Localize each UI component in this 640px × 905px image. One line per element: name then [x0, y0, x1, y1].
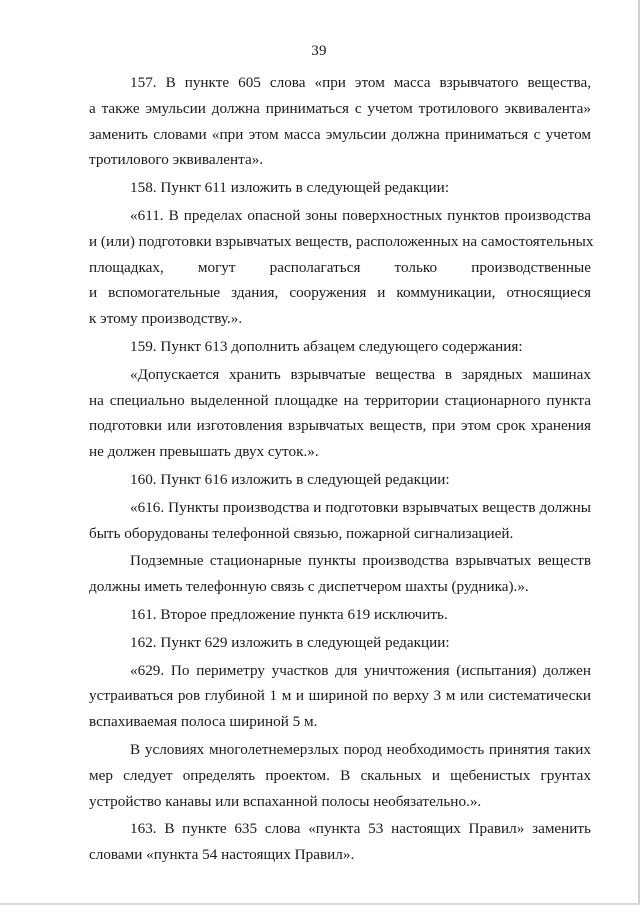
paragraph-p158: [89, 175, 591, 201]
paragraph-p162q2: [89, 737, 591, 814]
text-line: заменить словами «при этом масса эмульсии должна приниматься с учетом: [89, 125, 591, 143]
paragraph-p162q: [89, 658, 591, 735]
page-number: 39: [311, 43, 327, 59]
text-line: 162. Пункт 629 изложить в следующей редакции:: [130, 633, 450, 651]
text-line: 160. Пункт 616 изложить в следующей редакции:: [130, 470, 450, 488]
text-line: на специально выделенной площадке на территории стационарного пункта: [89, 391, 591, 409]
text-line: не должен превышать двух суток.».: [89, 443, 319, 461]
paragraph-p160: [89, 467, 591, 493]
text-line: «616. Пункты производства и подготовки взрывчатых веществ должны: [130, 498, 591, 516]
paragraph-p163: [89, 816, 591, 868]
text-line: к этому производству.».: [89, 310, 243, 328]
paragraph-p157: [89, 70, 591, 173]
paragraph-p159q: [89, 362, 591, 465]
text-line: устраиваться ров глубиной 1 м и шириной по верху 3 м или систематически: [89, 687, 591, 705]
text-line: подготовки или изготовления взрывчатых веществ, при этом срок хранения: [89, 417, 591, 435]
text-line: «611. В пределах опасной зоны поверхностных пунктов производства: [130, 206, 591, 224]
text-line: и вспомогательные здания, сооружения и коммуникации, относящиеся: [89, 284, 591, 302]
paragraph-p162: [89, 630, 591, 656]
text-line: 158. Пункт 611 изложить в следующей редакции:: [130, 179, 450, 197]
text-line: а также эмульсии должна приниматься с учетом тротилового эквивалента»: [89, 99, 591, 117]
paragraph-p160q2: [89, 548, 591, 600]
text-line: и (или) подготовки взрывчатых веществ, расположенных на самостоятельных: [89, 232, 594, 250]
paragraph-p158q: [89, 203, 594, 332]
text-line: «629. По периметру участков для уничтожения (испытания) должен: [130, 661, 591, 679]
text-line: 157. В пункте 605 слова «при этом масса взрывчатого вещества,: [130, 74, 591, 91]
paragraph-p160q: [89, 495, 591, 547]
text-line: 163. В пункте 635 слова «пункта 53 настоящих Правил» заменить: [130, 820, 591, 838]
text-line: В условиях многолетнемерзлых пород необходимость принятия таких: [130, 740, 591, 758]
paragraph-p161: [89, 602, 591, 628]
text-line: Подземные стационарные пункты производства взрывчатых веществ: [130, 552, 591, 570]
document-body: [89, 70, 594, 868]
text-line: площадках, могут располагаться только производственные: [89, 258, 591, 276]
text-line: устройство канавы или вспаханной полосы необязательно.».: [89, 792, 482, 810]
text-line: вспахиваемая полоса шириной 5 м.: [89, 713, 318, 731]
text-line: словами «пункта 54 настоящих Правил».: [89, 846, 355, 864]
paragraph-p159: [89, 334, 591, 360]
text-line: мер следует определять проектом. В скальных и щебенистых грунтах: [89, 766, 591, 784]
text-line: быть оборудованы телефонной связью, пожарной сигнализацией.: [89, 524, 514, 542]
text-line: 161. Второе предложение пункта 619 исключить.: [130, 605, 448, 623]
text-line: должны иметь телефонную связь с диспетчером шахты (рудника).».: [89, 578, 529, 596]
text-line: 159. Пункт 613 дополнить абзацем следующего содержания:: [130, 337, 523, 355]
text-line: тротилового эквивалента».: [89, 151, 264, 169]
text-line: «Допускается хранить взрывчатые вещества в зарядных машинах: [130, 365, 591, 383]
